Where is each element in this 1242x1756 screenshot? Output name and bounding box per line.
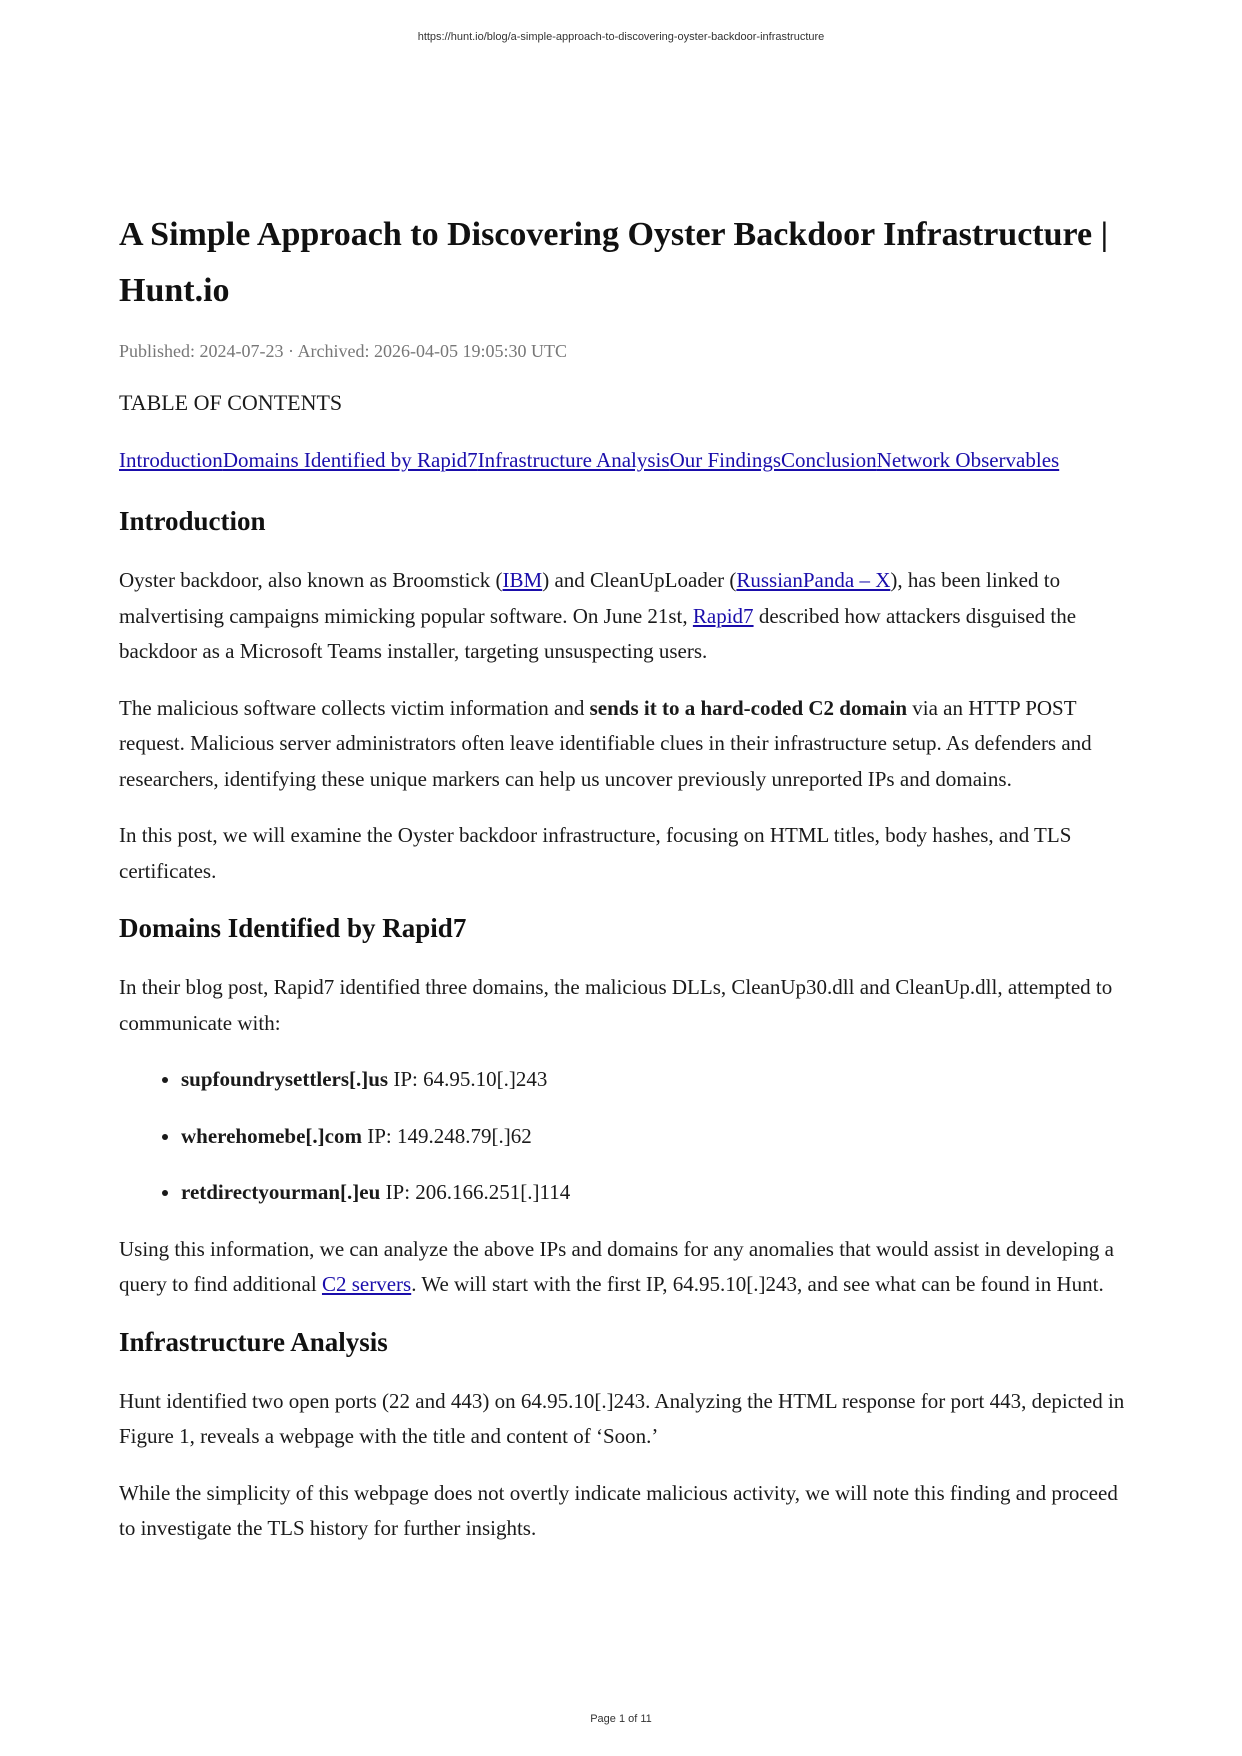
domain-ip: IP: 149.248.79[.]62 — [361, 1123, 532, 1148]
text-run: The malicious software collects victim information and — [119, 695, 590, 720]
article-body — [119, 207, 1129, 1568]
link-c2-servers[interactable]: C2 servers — [321, 1272, 412, 1296]
section-heading-infrastructure: Infrastructure Analysis — [119, 1326, 388, 1357]
text-run: Using this information, we can analyze the above IPs and domains for any anomalies that would assist in developing a query to find additional — [119, 1236, 1114, 1296]
text-run: . We will start with the first IP, 64.95.10[.]243, and see what can be found in Hunt. — [411, 1272, 1104, 1296]
toc-link-introduction[interactable]: Introduction — [119, 448, 223, 472]
text-run: ), has been linked to malvertising campaigns mimicking popular software. On June 21st, — [119, 568, 1061, 628]
link-russianpanda[interactable]: RussianPanda – X — [736, 568, 891, 592]
link-ibm[interactable]: IBM — [502, 568, 543, 592]
list-item — [181, 1062, 1129, 1098]
domain-name: wherehomebe[.]com — [181, 1123, 362, 1148]
domain-name: supfoundrysettlers[.]us — [181, 1067, 389, 1091]
section-heading-introduction: Introduction — [119, 506, 266, 536]
domain-name: retdirectyourman[.]eu — [181, 1180, 381, 1204]
section-heading-domains: Domains Identified by Rapid7 — [119, 913, 467, 943]
intro-paragraph-2 — [119, 691, 1129, 798]
domains-paragraph-2 — [119, 1232, 1129, 1303]
toc-link-domains[interactable]: Domains Identified by Rapid7 — [222, 448, 478, 472]
text-run: described how attackers disguised the backdoor as a Microsoft Teams installer, targeting unsuspecting users. — [119, 603, 1077, 663]
intro-paragraph-1 — [119, 563, 1129, 670]
list-item — [181, 1175, 1129, 1211]
text-run: ) and CleanUpLoader ( — [542, 568, 737, 592]
infra-paragraph-1: Hunt identified two open ports (22 and 443) on 64.95.10[.]243. Analyzing the HTML response for port 443, depicted in Figure 1, reveals a webpage with the title and content of ‘Soon.’ — [119, 1388, 1125, 1448]
domain-list — [119, 1062, 1129, 1211]
page-url: https://hunt.io/blog/a-simple-approach-to-discovering-oyster-backdoor-infrastructure — [417, 31, 825, 43]
publish-meta: Published: 2024-07-23 · Archived: 2026-04-05 19:05:30 UTC — [119, 341, 567, 361]
domain-ip: IP: 206.166.251[.]114 — [380, 1180, 571, 1204]
toc-link-conclusion[interactable]: Conclusion — [781, 448, 877, 472]
domains-paragraph-1: In their blog post, Rapid7 identified three domains, the malicious DLLs, CleanUp30.dll and CleanUp.dll, attempted to communicate with: — [119, 975, 1113, 1035]
intro-paragraph-3: In this post, we will examine the Oyster backdoor infrastructure, focusing on HTML titles, body hashes, and TLS certificates. — [119, 823, 1072, 883]
article-title: A Simple Approach to Discovering Oyster Backdoor Infrastructure | Hunt.io — [119, 216, 1109, 309]
page-number: Page 1 of 11 — [590, 1713, 652, 1725]
link-rapid7[interactable]: Rapid7 — [692, 603, 754, 628]
toc-link-infrastructure[interactable]: Infrastructure Analysis — [477, 448, 670, 472]
text-run: Oyster backdoor, also known as Broomstick ( — [119, 568, 503, 592]
toc-link-observables[interactable]: Network Observables — [876, 448, 1060, 472]
toc-title: TABLE OF CONTENTS — [119, 390, 343, 415]
toc-links — [119, 445, 1129, 475]
domain-ip: IP: 64.95.10[.]243 — [388, 1067, 548, 1091]
text-run: via an HTTP POST request. Malicious server administrators often leave identifiable clues in their infrastructure setup. As defenders and researchers, identifying these unique markers can help us uncover previously unreported IPs and domains. — [119, 695, 1092, 791]
bold-text: sends it to a hard-coded C2 domain — [589, 695, 907, 720]
toc-link-findings[interactable]: Our Findings — [669, 448, 781, 472]
list-item — [181, 1119, 1129, 1155]
infra-paragraph-2: While the simplicity of this webpage does not overtly indicate malicious activity, we will note this finding and proceed to investigate the TLS history for further insights. — [119, 1480, 1118, 1540]
